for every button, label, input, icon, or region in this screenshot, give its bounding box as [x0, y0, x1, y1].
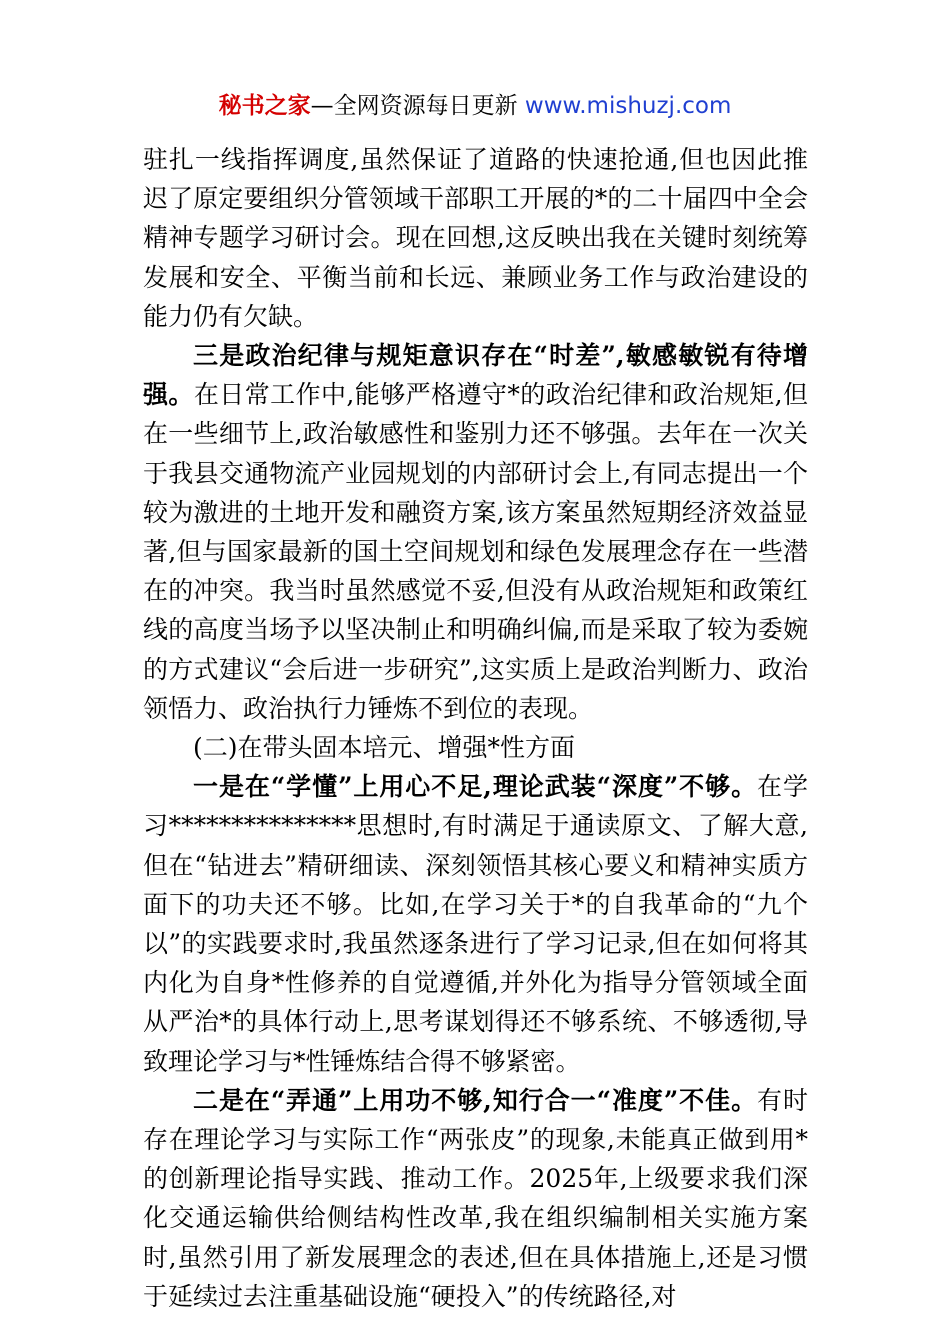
- site-url-link[interactable]: www.mishuzj.com: [524, 93, 732, 119]
- paragraph-text: 在学习***************思想时,有时满足于通读原文、了解大意,但在“钻进去”精研细读、深刻领悟其核心要义和精神实质方面下的功夫还不够。比如,在学习关于*的自我革命的“九个以”的实践要求时,我虽然逐条进行了学习记录,但在如何将其内化为自身*性修养的自觉遵循,并外化为指导分管领域全面从严治*的具体行动上,思考谋划得还不够系统、不够透彻,导致理论学习与*性锤炼结合得不够紧密。: [143, 772, 808, 1076]
- paragraph-lead-heading: 一是在“学懂”上用心不足,理论武装“深度”不够。: [193, 772, 758, 802]
- site-name: 秘书之家: [218, 93, 311, 119]
- site-tagline: —全网资源每日更新: [310, 93, 525, 119]
- paragraph-lead-heading: 三是政治纪律与规矩意识存在“时差”,敏感敏锐有待增强。: [143, 341, 808, 410]
- site-header: [0, 90, 950, 122]
- paragraph-text: 驻扎一线指挥调度,虽然保证了道路的快速抢通,但也因此推迟了原定要组织分管领域干部职工开展的*的二十届四中全会精神专题学习研讨会。现在回想,这反映出我在关键时刻统筹发展和安全、平衡当前和长远、兼顾业务工作与政治建设的能力仍有欠缺。: [143, 145, 808, 331]
- paragraph-text: 在日常工作中,能够严格遵守*的政治纪律和政治规矩,但在一些细节上,政治敏感性和鉴别力还不够强。去年在一次关于我县交通物流产业园规划的内部研讨会上,有同志提出一个较为激进的土地开发和融资方案,该方案虽然短期经济效益显著,但与国家最新的国土空间规划和绿色发展理念存在一些潜在的冲突。我当时虽然感觉不妥,但没有从政治规矩和政策红线的高度当场予以坚决制止和明确纠偏,而是采取了较为委婉的方式建议“会后进一步研究”,这实质上是政治判断力、政治领悟力、政治执行力锤炼不到位的表现。: [143, 380, 808, 723]
- paragraph-continuation: [143, 140, 808, 336]
- section-heading-text: (二)在带头固本培元、增强*性方面: [193, 733, 576, 763]
- document-body: [143, 140, 808, 1316]
- section-heading: [143, 728, 808, 767]
- paragraph-point-two: [143, 1081, 808, 1316]
- paragraph-point-one: [143, 767, 808, 1081]
- paragraph-text: 有时存在理论学习与实际工作“两张皮”的现象,未能真正做到用*的创新理论指导实践、推动工作。2025年,上级要求我们深化交通运输供给侧结构性改革,我在组织编制相关实施方案时,虽然引用了新发展理念的表述,但在具体措施上,还是习惯于延续过去注重基础设施“硬投入”的传统路径,对: [143, 1085, 808, 1311]
- paragraph-lead-heading: 二是在“弄通”上用功不够,知行合一“准度”不佳。: [193, 1085, 758, 1115]
- paragraph-point-three: [143, 336, 808, 728]
